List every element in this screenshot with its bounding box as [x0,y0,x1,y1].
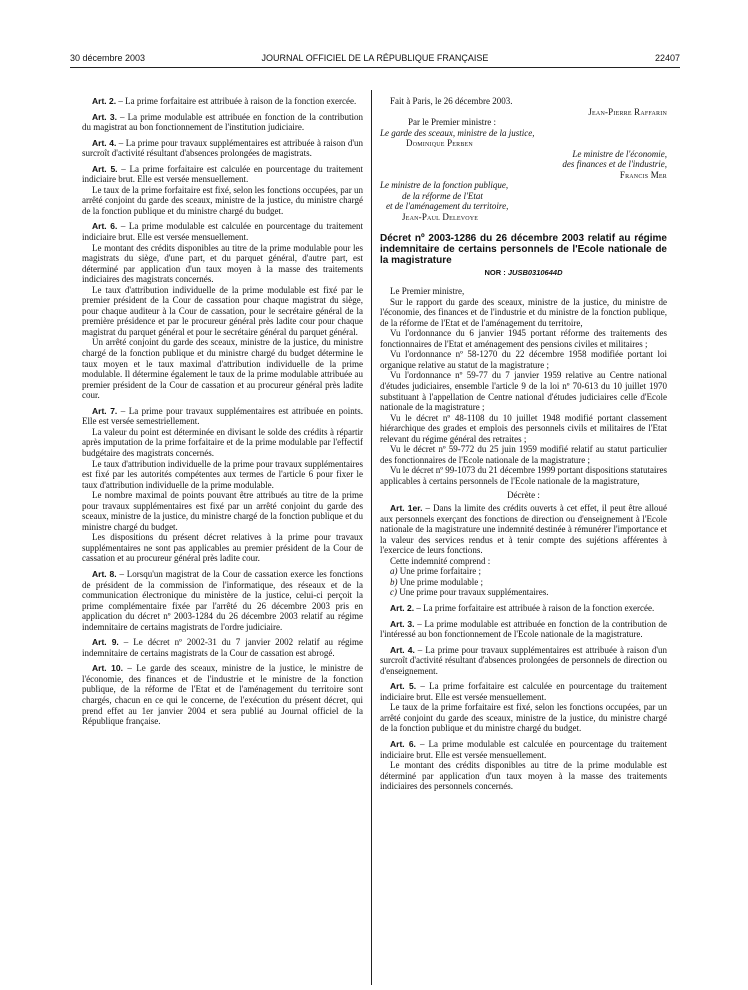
article-text: – Le garde des sceaux, ministre de la justice, le ministre de l'économie, des finances et de l'industrie et le ministre de la fonction publique, de la réforme de l'Etat et de l'aménagement du territoire sont chargés, chacun en ce qui le concerne, de l'exécution du présent décret, qui prend effet au 1er janvier 2004 et sera publié au Journal officiel de la République française. [82,663,363,727]
nor-label: NOR : [484,267,508,277]
preamble-line: Vu le décret nº 99-1073 du 21 décembre 1999 portant dispositions statutaires applicables à certains personnels de l'Ecole nationale de la magistrature, [380,465,667,486]
article-text: – Lorsqu'un magistrat de la Cour de cassation exerce les fonctions de président de la commission de l'informatique, des réseaux et de la communication électronique du ministère de la justice, celui-ci perçoit la prime complémentaire fixée par l'arrêté du 26 décembre 2003 pris en application du décret nº 2003-1284 du 26 décembre 2003 relatif au régime indemnitaire de certains magistrats de l'ordre judiciaire. [82,568,363,632]
article-label: Art. 5. [390,681,417,692]
article-text: – La prime modulable est attribuée en fonction de la contribution du magistrat au bon fonctionnement de l'institution judiciaire. [82,111,363,133]
decrete-heading: Décrète : [507,489,540,500]
article-text: – La prime modulable est calculée en pourcentage du traitement indiciaire brut. Elle est versée mensuellement. [380,738,668,760]
decree-article-5 [380,681,667,702]
article-text: – Le décret nº 2002-31 du 7 janvier 2002 relatif au régime indemnitaire de certains magistrats de la Cour de cassation est abrogé. [82,637,363,658]
list-marker: a) [390,566,398,577]
decree-article-1 [380,503,667,556]
signatory-pm: Jean-Pierre Raffarin [588,106,667,117]
article-label: Art. 3. [390,618,415,629]
right-column [380,96,667,792]
article-label: Art. 1er. [390,503,423,514]
article-label: Art. 6. [92,221,118,232]
article-2 [82,96,363,107]
article-6 [82,221,363,242]
preamble-line: Vu le décret nº 59-772 du 25 juin 1959 modifié relatif au statut particulier des fonctionnaires de l'Ecole nationale de la magistrature ; [380,444,667,465]
signatory-eco-title: des finances et de l'industrie, [562,159,667,170]
preamble-line: Vu l'ordonnance du 6 janvier 1945 portant réforme des traitements des fonctionnaires de l'Etat et aménagement des pensions civiles et militaires ; [380,328,667,349]
paragraph: Cette indemnité comprend : [390,555,491,566]
nor-code: JUSB0310644D [507,267,563,277]
signatory-fp-name: Jean-Paul Delevoye [402,212,479,223]
preamble-line: Vu l'ordonnance nº 59-77 du 7 janvier 1959 relative au Centre national d'études judiciaires, ensemble l'article 9 de la loi nº 70-613 du 10 juillet 1970 substituant à l'appellation de Centre national d'études judiciaires celle d'Ecole nationale de la magistrature ; [380,370,667,413]
paragraph: Le taux d'attribution individuelle de la prime pour travaux supplémentaires est fixé par les autorités compétentes aux termes de l'article 6 pour fixer le taux d'attribution individuelle de la prime modulable. [82,458,363,490]
journal-title: JOURNAL OFFICIEL DE LA RÉPUBLIQUE FRANÇAISE [261,53,489,63]
page-number: 22407 [654,53,680,63]
article-7 [82,406,363,427]
place-date: Fait à Paris, le 26 décembre 2003. [390,96,513,106]
article-label: Art. 2. [390,602,415,613]
column-divider [371,90,372,985]
article-label: Art. 3. [92,111,117,122]
decree-article-2 [380,603,667,614]
article-text: – La prime forfaitaire est attribuée à raison de la fonction exercée. [414,602,655,613]
paragraph: Le montant des crédits disponibles au titre de la prime modulable est déterminé par application d'un taux moyen à la masse des traitements indiciaires des personnels concernés. [380,760,667,792]
list-text: Une prime pour travaux supplémentaires. [397,587,549,598]
article-label: Art. 7. [92,405,118,416]
article-10 [82,663,363,726]
by-pm: Par le Premier ministre : [408,117,496,128]
signatory-garde-title: Le garde des sceaux, ministre de la justice, [380,127,535,138]
nor-reference [380,268,667,279]
signatory-eco-title: Le ministre de l'économie, [572,148,667,159]
article-label: Art. 8. [92,568,117,579]
preamble-line: Le Premier ministre, [390,286,465,297]
paragraph: Le nombre maximal de points pouvant être attribués au titre de la prime pour travaux supplémentaires est fixé par un arrêté conjoint du garde des sceaux, ministre de la justice, du ministre chargé de la fonction publique et du ministre chargé du budget. [82,490,363,532]
article-label: Art. 10. [92,663,123,674]
article-9 [82,637,363,658]
article-text: – La prime forfaitaire est attribuée à raison de la fonction exercée. [116,96,357,106]
article-text: – La prime forfaitaire est calculée en pourcentage du traitement indiciaire brut. Elle est versée mensuellement. [380,681,667,702]
list-item [380,566,667,577]
list-marker: b) [390,576,398,587]
article-text: – La prime pour travaux supplémentaires est attribuée en points. Elle est versée semestriellement. [82,405,363,427]
left-column [82,96,363,727]
article-text: – La prime forfaitaire est calculée en pourcentage du traitement indiciaire brut. Elle est versée mensuellement. [82,163,363,185]
paragraph: Le montant des crédits disponibles au titre de la prime modulable pour les magistrats du siège, d'une part, et du parquet général, d'autre part, est déterminé par application d'un taux moyen à la masse des traitements indiciaires des magistrats concernés. [82,242,363,285]
paragraph: Le taux de la prime forfaitaire est fixé, selon les fonctions occupées, par un arrêté conjoint du garde des sceaux, ministre de la justice, du ministre chargé de la fonction publique et du ministre chargé du budget. [82,184,363,216]
list-marker: c) [390,587,397,598]
decree-article-6 [380,739,667,760]
decree-article-3 [380,619,667,640]
paragraph: Le taux de la prime forfaitaire est fixé, selon les fonctions occupées, par un arrêté conjoint du garde des sceaux, ministre de la justice, du ministre chargé de la fonction publique et du ministre chargé du budget. [380,702,667,734]
decree-title: Décret nº 2003-1286 du 26 décembre 2003 relatif au régime indemnitaire de certains personnels de l'Ecole nationale de la magistrature [380,232,667,266]
list-text: Une prime modulable ; [397,576,483,587]
paragraph: Le taux d'attribution individuelle de la prime modulable est fixé par le premier président de la Cour de cassation pour chaque magistrat du siège, pour chaque auditeur à la Cour de cassation, pour le secrétaire général de la première présidence et par le procureur général près ladite cour pour chaque magistrat du parquet général et pour le secrétaire général du parquet général. [82,284,363,337]
article-3 [82,112,363,133]
article-label: Art. 6. [390,738,416,749]
article-label: Art. 5. [92,163,118,174]
article-text: – La prime pour travaux supplémentaires est attribuée à raison d'un surcroît d'activité résultant d'absences prolongées de magistrats. [82,137,363,159]
article-text: – La prime modulable est calculée en pourcentage du traitement indiciaire brut. Elle est versée mensuellement. [82,221,364,243]
page-header [70,53,680,67]
article-text: – La prime modulable est attribuée en fonction de la contribution de l'intéressé au bon fonctionnement de l'Ecole nationale de la magistrature. [380,618,667,640]
list-item [380,587,667,598]
article-label: Art. 9. [92,637,119,648]
article-text: – La prime pour travaux supplémentaires est attribuée à raison d'un surcroît d'activité résultant d'absences prolongées de personnels de direction ou d'enseignement. [380,644,667,676]
list-text: Une prime forfaitaire ; [397,566,481,577]
preamble-line: Vu le décret nº 48-1108 du 10 juillet 1948 modifié portant classement hiérarchique des grades et emplois des personnels civils et militaires de l'Etat relevant du régime général des retraites ; [380,412,667,444]
preamble-line: Sur le rapport du garde des sceaux, ministre de la justice, du ministre de l'économie, des finances et de l'industrie et du ministre de la fonction publique, de la réforme de l'Etat et de l'aménagement du territoire, [380,296,667,328]
article-8 [82,569,363,632]
signatory-garde-name: Dominique Perben [406,138,473,149]
paragraph: La valeur du point est déterminée en divisant le solde des crédits à répartir après imputation de la prime forfaitaire et de la prime modulable par l'effectif budgétaire des magistrats concernés. [82,426,363,458]
signatory-fp-title: et de l'aménagement du territoire, [386,201,509,212]
article-label: Art. 2. [92,96,117,106]
article-label: Art. 4. [390,644,415,655]
header-rule [70,67,680,68]
signatory-fp-title: de la réforme de l'Etat [402,190,483,201]
decree-article-4 [380,645,667,677]
article-label: Art. 4. [92,137,117,148]
list-item [380,577,667,588]
signatory-eco-name: Francis Mer [619,169,667,180]
article-text: – Dans la limite des crédits ouverts à cet effet, il peut être alloué aux personnels exerçant des fonctions de direction ou d'enseignement à l'Ecole nationale de la magistrature une indemnité destinée à rémunérer l'importance et la valeur des services rendus et à tenir compte des sujétions afférentes à l'exercice de leurs fonctions. [380,503,668,556]
article-4 [82,138,363,159]
article-5 [82,164,363,185]
signatory-fp-title: Le ministre de la fonction publique, [380,180,509,191]
paragraph: Un arrêté conjoint du garde des sceaux, ministre de la justice, du ministre chargé de la fonction publique et du ministre chargé du budget détermine le taux moyen et le taux maximal d'attribution individuelle de la prime modulable. Il détermine également le taux de la prime modulable attribuée au premier président de la Cour de cassation et au procureur général près ladite cour. [82,337,363,401]
paragraph: Les dispositions du présent décret relatives à la prime pour travaux supplémentaires ne sont pas applicables au premier président de la Cour de cassation et au procureur général près ladite cour. [82,532,363,564]
preamble-line: Vu l'ordonnance nº 58-1270 du 22 décembre 1958 modifiée portant loi organique relative au statut de la magistrature ; [380,349,667,370]
issue-date: 30 décembre 2003 [70,53,146,63]
